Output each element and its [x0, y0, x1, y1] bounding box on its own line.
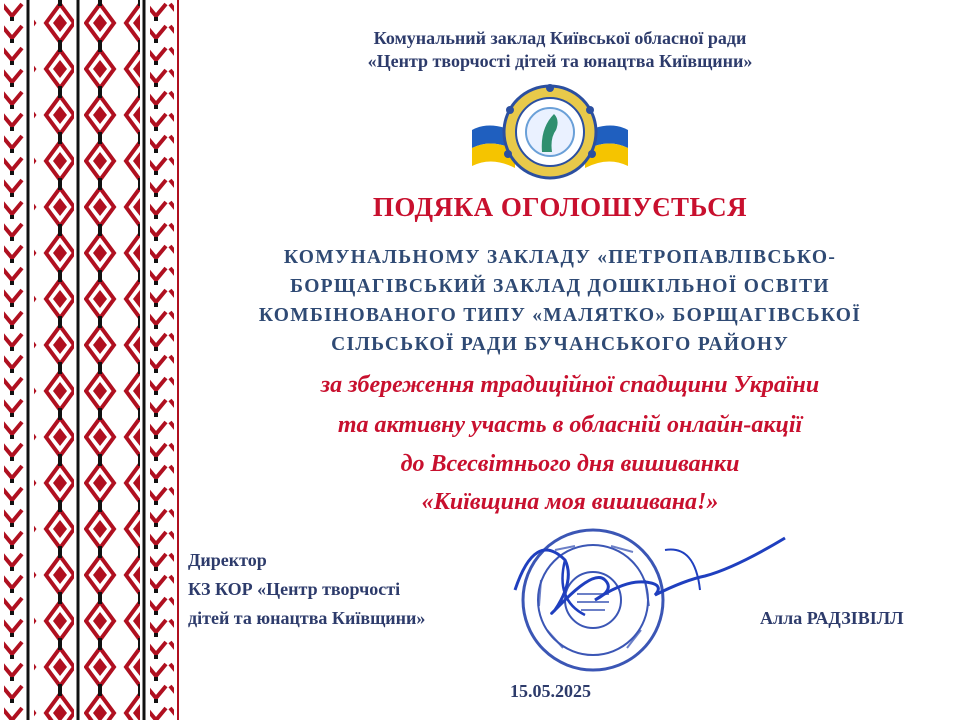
recipient-line: СІЛЬСЬКОЇ РАДИ БУЧАНСЬКОГО РАЙОНУ — [331, 334, 789, 355]
issue-date: 15.05.2025 — [510, 681, 591, 701]
signer-organization: дітей та юнацтва Київщини» — [188, 608, 426, 628]
reason-line: до Всесвітнього дня вишиванки — [400, 451, 740, 477]
signer-organization: КЗ КОР «Центр творчості — [188, 579, 401, 599]
certificate-title: ПОДЯКА ОГОЛОШУЄТЬСЯ — [372, 192, 748, 222]
reason-line: та активну участь в обласній онлайн-акції — [337, 412, 803, 438]
organization-full-name: «Центр творчості дітей та юнацтва Київщини» — [367, 51, 753, 71]
reason-line: «Київщина моя вишивана!» — [421, 489, 719, 515]
embroidery-ornament — [0, 0, 190, 720]
center-emblem-icon — [470, 80, 630, 185]
reason-line: за збереження традиційної спадщини України — [320, 372, 820, 398]
signer-position: Директор — [188, 550, 267, 570]
handwritten-signature — [495, 520, 795, 640]
recipient-line: КОМБІНОВАНОГО ТИПУ «МАЛЯТКО» БОРЩАГІВСЬКОЇ — [258, 305, 862, 326]
recipient-line: БОРЩАГІВСЬКИЙ ЗАКЛАД ДОШКІЛЬНОЇ ОСВІТИ — [290, 276, 830, 297]
organization-name: Комунальний заклад Київської обласної ради — [373, 28, 747, 48]
signer-name: Алла РАДЗІВІЛЛ — [760, 608, 904, 628]
recipient-line: КОМУНАЛЬНОМУ ЗАКЛАДУ «ПЕТРОПАВЛІВСЬКО- — [283, 247, 837, 268]
